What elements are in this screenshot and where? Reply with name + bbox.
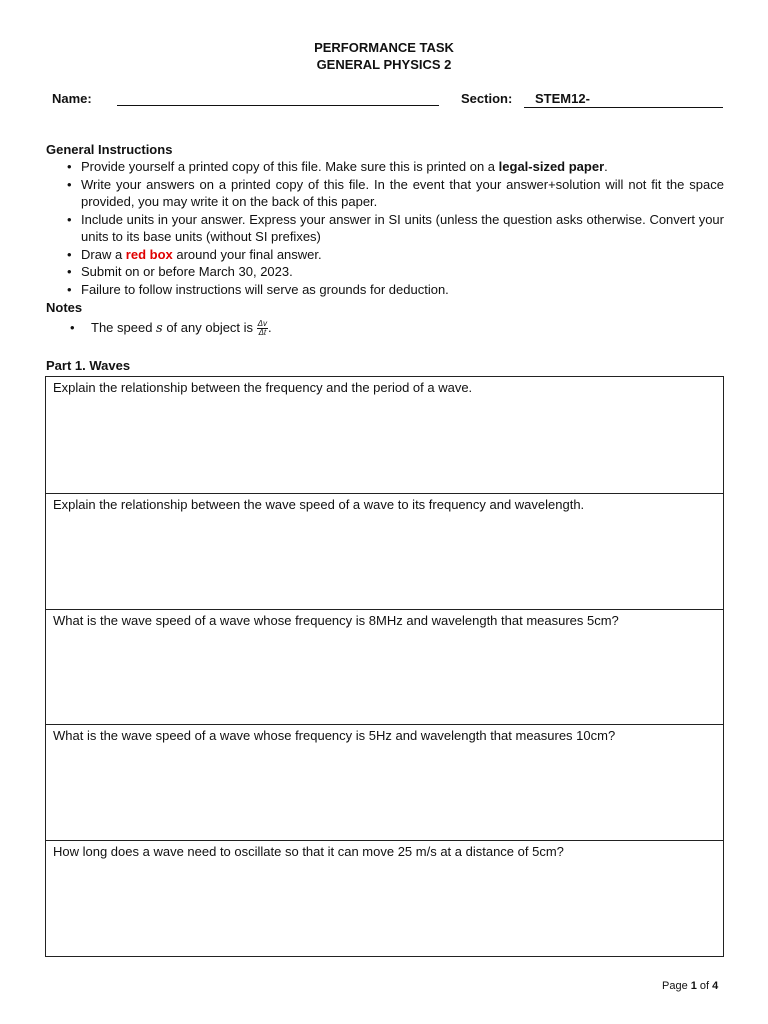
part1-heading: Part 1. Waves [46, 358, 131, 373]
instruction-item: • Write your answers on a printed copy of this file. In the event that your answer+solution will not fit the space provided, you may write it on the back of this paper. [64, 176, 724, 211]
instruction-item: • Submit on or before March 30, 2023. [64, 263, 724, 281]
bullet-icon: • [70, 320, 75, 335]
instruction-item: • Include units in your answer. Express your answer in SI units (unless the question asks otherwise. Convert your units to its base units (without SI prefixes) [64, 211, 724, 246]
red-box-emphasis: red box [125, 246, 173, 262]
questions-table [45, 376, 724, 957]
question-cell[interactable]: Explain the relationship between the wave speed of a wave to its frequency and wavelength. [46, 493, 723, 609]
section-value: STEM12- [535, 91, 590, 106]
document-title: PERFORMANCE TASK [314, 40, 454, 55]
name-field[interactable] [117, 105, 439, 106]
notes-heading: Notes [46, 300, 83, 315]
page-number: Page 1 of 4 [662, 980, 719, 992]
question-cell[interactable]: Explain the relationship between the frequency and the period of a wave. [53, 380, 473, 395]
question-cell[interactable]: What is the wave speed of a wave whose frequency is 5Hz and wavelength that measures 10cm? [46, 724, 723, 840]
speed-formula: $\frac{\Delta v}{\Delta t}$ [257, 319, 268, 338]
question-cell[interactable]: What is the wave speed of a wave whose frequency is 8MHz and wavelength that measures 5cm? [46, 609, 723, 725]
instruction-item: • Provide yourself a printed copy of this file. Make sure this is printed on a legal-sized paper. [64, 158, 724, 176]
document-subtitle: GENERAL PHYSICS 2 [316, 57, 452, 72]
section-field-line[interactable] [524, 107, 723, 108]
question-cell[interactable]: How long does a wave need to oscillate so that it can move 25 m/s at a distance of 5cm? [46, 840, 723, 956]
instruction-item: • Draw a red box around your final answer. [64, 246, 724, 264]
document-page: PERFORMANCE TASK GENERAL PHYSICS 2 Name: Section: STEM12- General Instructions • Provide yourself a printed copy of this file. Make sure this is printed on a legal-sized paper. • Write your answers on a printed copy of this file. In the event that your answer+solution will not fit the space provided, you may write it on the back of this paper. • Include units in your answer. Express your answer in SI units (unless the question asks otherwise. Convert your units to its base units (without SI prefixes) • Draw a red box around your final answer. • Submit on or before March 30, 2023. • Failure to follow instructions will serve as grounds for deduction. Notes • The speed s of any object is $\frac{\Delta v}{\Delta t}$ . Part 1. Waves Explain the relationship between the frequency and the period of a wave. Explain the relationship between the wave speed of a wave to its frequency and wavelength. What is the wave speed of a wave whose frequency is 8MHz and wavelength that measures 5cm? What is the wave speed of a wave whose frequency is 5Hz and wavelength that measures 10cm? How long does a wave need to oscillate so that it can move 25 m/s at a distance of 5cm? Page 1 of 4 [0, 0, 768, 1024]
instructions-list [64, 158, 724, 298]
name-label: Name: [52, 91, 92, 106]
general-instructions-heading: General Instructions [46, 142, 173, 157]
instruction-item: • Failure to follow instructions will serve as grounds for deduction. [64, 281, 724, 299]
section-label: Section: [461, 91, 513, 106]
